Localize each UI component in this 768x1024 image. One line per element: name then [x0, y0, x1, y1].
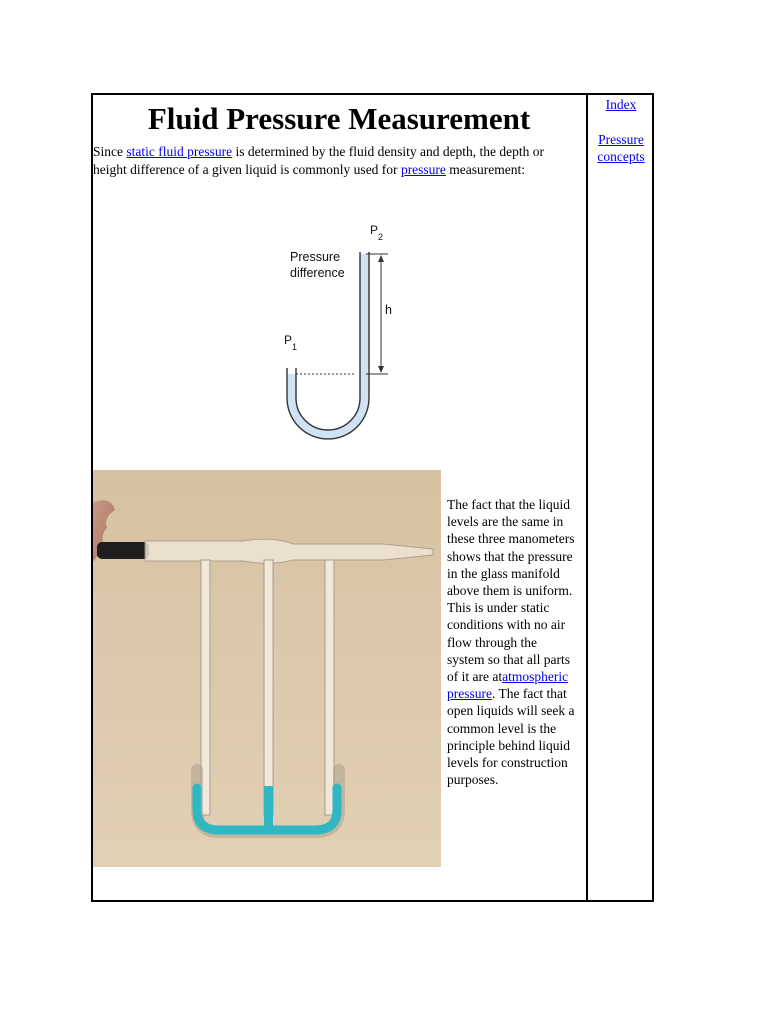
p2-subscript: 2	[378, 232, 384, 242]
index-link[interactable]: Index	[605, 97, 637, 112]
intro-text-1: Since	[93, 144, 127, 159]
manometer-tube-right	[325, 560, 334, 815]
caption-text-1: The fact that the liquid levels are the same in these three manometers shows that the pressure in the glass manifold above them is uniform. This is under static conditions with no air flow through the system so that all parts of it are at	[447, 497, 575, 685]
photo-caption	[447, 496, 575, 788]
pressure-link[interactable]: pressure	[400, 161, 446, 177]
p1-label: $P_1$	[284, 333, 298, 352]
intro-text-3: measurement:	[445, 161, 526, 177]
pressure-concepts-link[interactable]	[597, 132, 644, 165]
p2-label: $P_2$	[370, 223, 384, 242]
height-arrow-head-top	[378, 255, 384, 262]
caption-text-2: . The fact that open liquids will seek a common level is the principle behind liquid levels for construction purposes.	[447, 686, 575, 788]
column-divider	[586, 93, 588, 902]
static-fluid-pressure-link[interactable]: static fluid pressure	[126, 144, 233, 159]
pressure-concepts-link-line1: Pressure	[598, 131, 644, 147]
u-tube-manometer-diagram	[270, 218, 430, 444]
page-title: Fluid Pressure Measurement	[147, 101, 531, 136]
pressure-concepts-link-line2: concepts	[597, 149, 645, 164]
sidebar-nav	[589, 96, 653, 166]
manometer-tube-middle	[264, 560, 273, 815]
manometer-photo	[93, 470, 441, 867]
intro-text-2: is determined by the fluid density and depth, the depth or height difference of a given liquid is commonly used for	[93, 144, 545, 177]
height-h-label: h	[385, 303, 392, 317]
rubber-tube	[97, 542, 149, 559]
atmospheric-pressure-link[interactable]: atmospheric pressure	[447, 669, 569, 702]
pressure-difference-label-line2: difference	[290, 266, 345, 280]
p1-subscript: 1	[292, 342, 298, 352]
intro-paragraph	[93, 143, 563, 178]
pressure-difference-label-line1: Pressure	[290, 250, 341, 264]
height-arrow-head-bottom	[378, 366, 384, 373]
blue-liquid-middle-column	[264, 786, 273, 828]
